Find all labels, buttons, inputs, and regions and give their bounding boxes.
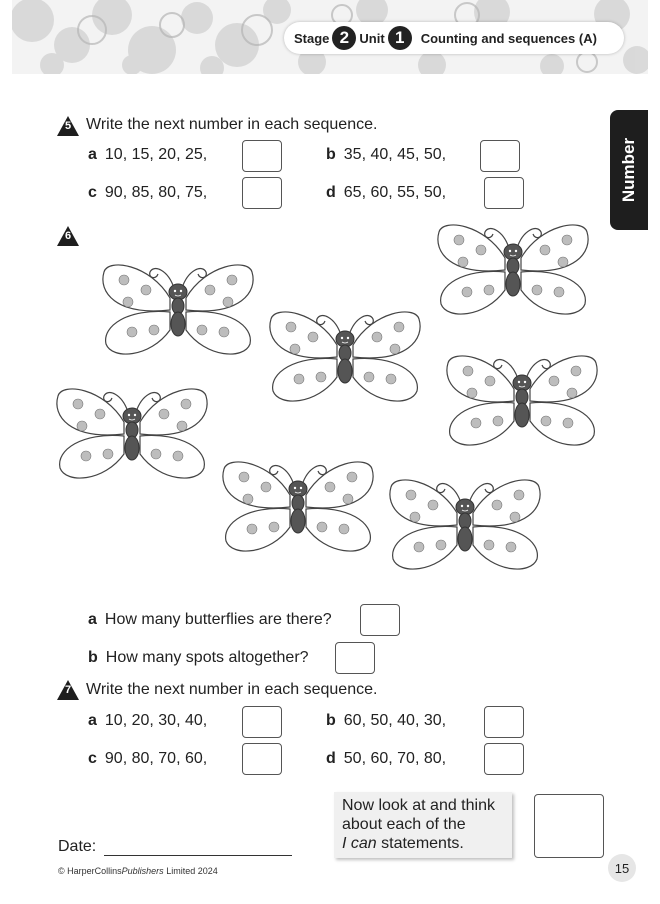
note-line-1: Now look at and think	[342, 797, 495, 814]
q7-item-a: a 10, 20, 30, 40,	[88, 712, 208, 729]
reflection-note	[334, 792, 512, 858]
q5-item-a: a 10, 15, 20, 25,	[88, 146, 208, 163]
butterfly-2	[438, 225, 588, 314]
unit-number: 1	[388, 26, 412, 50]
q7-item-b: b 60, 50, 40, 30,	[326, 712, 447, 729]
note-line-2: about each of the	[342, 816, 466, 833]
butterfly-5	[57, 389, 207, 478]
butterfly-3	[270, 312, 420, 401]
butterfly-4	[447, 356, 597, 445]
q7-item-d: d 50, 60, 70, 80,	[326, 750, 447, 767]
date-field[interactable]	[104, 855, 292, 856]
date-label: Date:	[58, 838, 97, 855]
reflection-answer-box[interactable]	[534, 794, 604, 858]
stage-label: Stage	[294, 30, 330, 46]
note-line-3: I can statements.	[342, 835, 464, 852]
q7-answer-c[interactable]	[242, 743, 282, 775]
unit-title: Counting and sequences (A)	[420, 30, 597, 46]
q7-item-c: c 90, 80, 70, 60,	[88, 750, 208, 767]
q7-answer-d[interactable]	[484, 743, 524, 775]
butterfly-7	[390, 480, 540, 569]
q6-item-b: b How many spots altogether?	[88, 649, 309, 666]
q6-answer-b[interactable]	[335, 642, 375, 674]
question-7-number: 7	[64, 684, 72, 696]
q6-answer-a[interactable]	[360, 604, 400, 636]
question-5-number: 5	[64, 120, 72, 132]
q5-item-b: b 35, 40, 45, 50,	[326, 146, 447, 163]
q7-answer-b[interactable]	[484, 706, 524, 738]
section-tab-label: Number	[619, 137, 638, 203]
page-number: 15	[608, 854, 636, 882]
question-6-number: 6	[64, 230, 72, 242]
q5-item-c: c 90, 85, 80, 75,	[88, 184, 208, 201]
copyright: © HarperCollinsPublishers Limited 2024	[58, 866, 218, 876]
butterfly-6	[223, 462, 373, 551]
question-7-instruction: Write the next number in each sequence.	[86, 681, 378, 698]
unit-label: Unit	[359, 30, 385, 46]
q7-answer-a[interactable]	[242, 706, 282, 738]
q6-item-a: a How many butterflies are there?	[88, 611, 332, 628]
stage-number: 2	[332, 26, 356, 50]
question-5-instruction: Write the next number in each sequence.	[86, 116, 378, 133]
question-7-marker	[57, 680, 79, 700]
q5-item-d: d 65, 60, 55, 50,	[326, 184, 447, 201]
butterfly-1	[103, 265, 253, 354]
